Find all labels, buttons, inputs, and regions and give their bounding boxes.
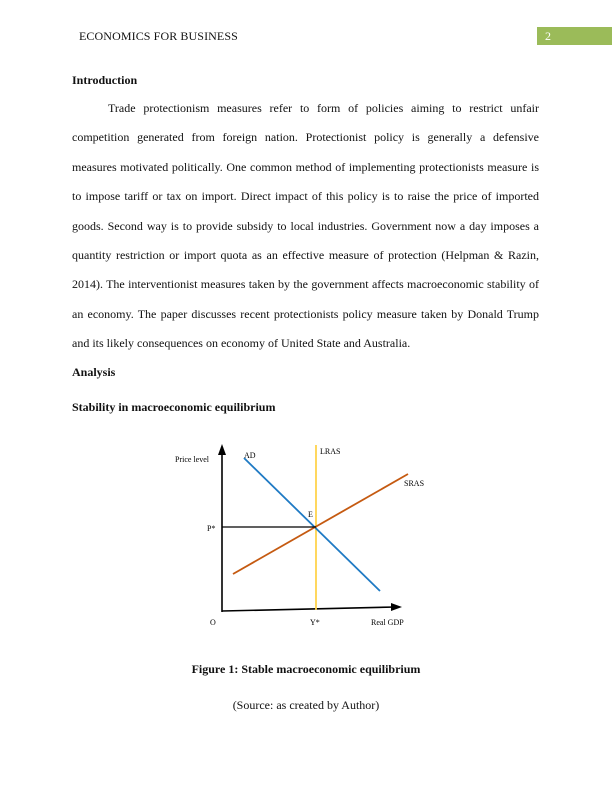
equilibrium-output-label: Y*	[310, 618, 320, 627]
equilibrium-price-label: P*	[207, 524, 216, 533]
page-number-badge: 2	[537, 27, 612, 45]
sras-line	[233, 474, 408, 574]
introduction-paragraph: Trade protectionism measures refer to form of policies aiming to restrict unfair competition generated from foreign nation. Protectionist policy is generally a defensive measures motivated politically. One common method of implementing protectionists measure is to impose tariff or tax on import. Direct impact of this policy is to raise the price of imported goods. Second way is to provide subsidy to local industries. Government now a day imposes a quantity restriction or import quota as an effective measure of protection (Helpman & Razin, 2014). The interventionist measures taken by the government affects macroeconomic stability of an economy. The paper discusses recent protectionists policy measure taken by Donald Trump and its likely consequences on economy of United State and Australia.	[72, 101, 539, 351]
y-axis-label: Price level	[175, 455, 209, 464]
ad-line	[244, 458, 380, 591]
stability-heading: Stability in macroeconomic equilibrium	[72, 400, 276, 414]
x-axis	[222, 607, 396, 611]
y-axis-arrow	[218, 444, 226, 455]
equilibrium-point-label: E	[308, 510, 313, 519]
running-header: ECONOMICS FOR BUSINESS	[79, 29, 238, 43]
origin-label: O	[210, 618, 216, 627]
ad-label: AD	[244, 451, 256, 460]
sras-label: SRAS	[404, 479, 425, 488]
figure-caption: Figure 1: Stable macroeconomic equilibrium	[191, 662, 421, 676]
introduction-heading: Introduction	[72, 73, 138, 87]
x-axis-label: Real GDP	[371, 618, 404, 627]
figure-source: (Source: as created by Author)	[232, 698, 380, 712]
lras-label: LRAS	[320, 447, 341, 456]
analysis-heading: Analysis	[72, 365, 116, 379]
x-axis-arrow	[391, 603, 402, 611]
